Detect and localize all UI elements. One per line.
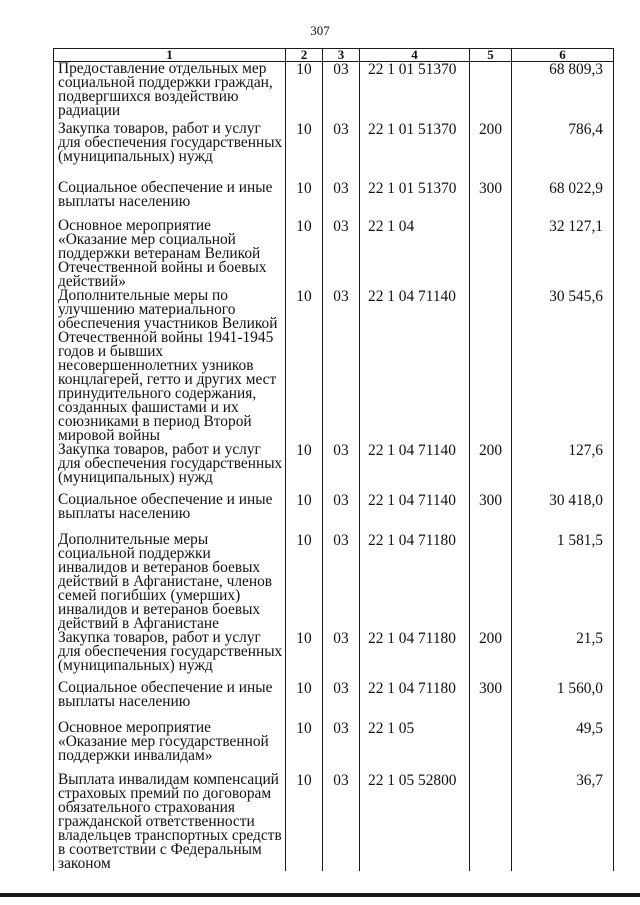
- row-amount: 1 581,5: [512, 533, 614, 631]
- row-amount: 36,7: [512, 773, 614, 871]
- row-subsection: 03: [323, 493, 360, 533]
- row-amount: 30 545,6: [512, 289, 614, 443]
- row-subsection: 03: [323, 443, 360, 493]
- table-row: [54, 219, 614, 289]
- table-row: [54, 721, 614, 773]
- row-amount: 68 809,3: [512, 62, 614, 122]
- row-section: 10: [286, 181, 323, 219]
- row-expense-type: [470, 219, 512, 289]
- row-name: Основное мероприятие «Оказание мер социальной поддержки ветеранам Великой Отечественной войны и боевых действий»: [54, 219, 286, 289]
- row-name: Социальное обеспечение и иные выплаты населению: [54, 681, 286, 721]
- row-target-code: 22 1 01 51370: [360, 62, 470, 122]
- row-subsection: 03: [323, 773, 360, 871]
- table-row: [54, 181, 614, 219]
- table-row: [54, 62, 614, 122]
- row-name: Социальное обеспечение и иные выплаты населению: [54, 181, 286, 219]
- row-name: Предоставление отдельных мер социальной поддержки граждан, подвергшихся воздействию радиации: [54, 62, 286, 122]
- row-expense-type: 200: [470, 631, 512, 681]
- row-target-code: 22 1 04 71180: [360, 533, 470, 631]
- row-subsection: 03: [323, 289, 360, 443]
- budget-table: [53, 48, 614, 871]
- page-number: 307: [310, 23, 330, 38]
- row-amount: 1 560,0: [512, 681, 614, 721]
- header-col-3: 3: [323, 49, 360, 62]
- row-name: Закупка товаров, работ и услуг для обеспечения государственных (муниципальных) нужд: [54, 631, 286, 681]
- row-expense-type: 200: [470, 122, 512, 181]
- row-subsection: 03: [323, 219, 360, 289]
- row-section: 10: [286, 721, 323, 773]
- row-target-code: 22 1 05 52800: [360, 773, 470, 871]
- row-amount: 21,5: [512, 631, 614, 681]
- row-subsection: 03: [323, 122, 360, 181]
- row-target-code: 22 1 01 51370: [360, 181, 470, 219]
- table-row: [54, 289, 614, 443]
- row-target-code: 22 1 04 71180: [360, 631, 470, 681]
- row-expense-type: [470, 62, 512, 122]
- row-amount: 68 022,9: [512, 181, 614, 219]
- row-subsection: 03: [323, 631, 360, 681]
- row-section: 10: [286, 533, 323, 631]
- row-expense-type: 200: [470, 443, 512, 493]
- row-target-code: 22 1 04 71140: [360, 443, 470, 493]
- row-section: 10: [286, 62, 323, 122]
- row-subsection: 03: [323, 62, 360, 122]
- table-row: [54, 681, 614, 721]
- table-row: [54, 122, 614, 181]
- row-amount: 786,4: [512, 122, 614, 181]
- row-name: Выплата инвалидам компенсаций страховых премий по договорам обязательного страхования гражданской ответственности владельцев транспортных средств в соответствии с Федеральным законом: [54, 773, 286, 871]
- header-col-2: 2: [286, 49, 323, 62]
- row-expense-type: 300: [470, 181, 512, 219]
- row-name: Дополнительные меры по улучшению материального обеспечения участников Великой Отечественной войны 1941-1945 годов и бывших несовершеннолетних узников концлагерей, гетто и других мест принудительного содержания, созданных фашистами и их союзниками в период Второй мировой войны: [54, 289, 286, 443]
- row-subsection: 03: [323, 533, 360, 631]
- row-section: 10: [286, 493, 323, 533]
- row-section: 10: [286, 219, 323, 289]
- row-section: 10: [286, 631, 323, 681]
- row-section: 10: [286, 443, 323, 493]
- row-expense-type: [470, 721, 512, 773]
- row-name: Социальное обеспечение и иные выплаты населению: [54, 493, 286, 533]
- row-target-code: 22 1 04 71180: [360, 681, 470, 721]
- header-col-6: 6: [512, 49, 614, 62]
- table-row: [54, 773, 614, 871]
- row-subsection: 03: [323, 721, 360, 773]
- table-row: [54, 533, 614, 631]
- row-subsection: 03: [323, 181, 360, 219]
- row-amount: 32 127,1: [512, 219, 614, 289]
- row-name: Основное мероприятие «Оказание мер государственной поддержки инвалидам»: [54, 721, 286, 773]
- scan-edge-line: [0, 893, 640, 897]
- row-expense-type: [470, 773, 512, 871]
- row-amount: 49,5: [512, 721, 614, 773]
- row-section: 10: [286, 122, 323, 181]
- table-row: [54, 443, 614, 493]
- row-amount: 127,6: [512, 443, 614, 493]
- row-section: 10: [286, 289, 323, 443]
- table-row: [54, 493, 614, 533]
- row-name: Закупка товаров, работ и услуг для обеспечения государственных (муниципальных) нужд: [54, 122, 286, 181]
- row-subsection: 03: [323, 681, 360, 721]
- row-section: 10: [286, 681, 323, 721]
- row-target-code: 22 1 01 51370: [360, 122, 470, 181]
- row-target-code: 22 1 05: [360, 721, 470, 773]
- row-target-code: 22 1 04 71140: [360, 493, 470, 533]
- row-expense-type: 300: [470, 493, 512, 533]
- row-name: Закупка товаров, работ и услуг для обеспечения государственных (муниципальных) нужд: [54, 443, 286, 493]
- row-target-code: 22 1 04 71140: [360, 289, 470, 443]
- header-col-4: 4: [360, 49, 470, 62]
- row-section: 10: [286, 773, 323, 871]
- row-expense-type: [470, 289, 512, 443]
- row-target-code: 22 1 04: [360, 219, 470, 289]
- row-expense-type: 300: [470, 681, 512, 721]
- table-row: [54, 631, 614, 681]
- header-col-5: 5: [470, 49, 512, 62]
- row-amount: 30 418,0: [512, 493, 614, 533]
- row-expense-type: [470, 533, 512, 631]
- row-name: Дополнительные меры социальной поддержки инвалидов и ветеранов боевых действий в Афганистане, членов семей погибших (умерших) инвалидов и ветеранов боевых действий в Афганистане: [54, 533, 286, 631]
- header-col-1: 1: [54, 49, 286, 62]
